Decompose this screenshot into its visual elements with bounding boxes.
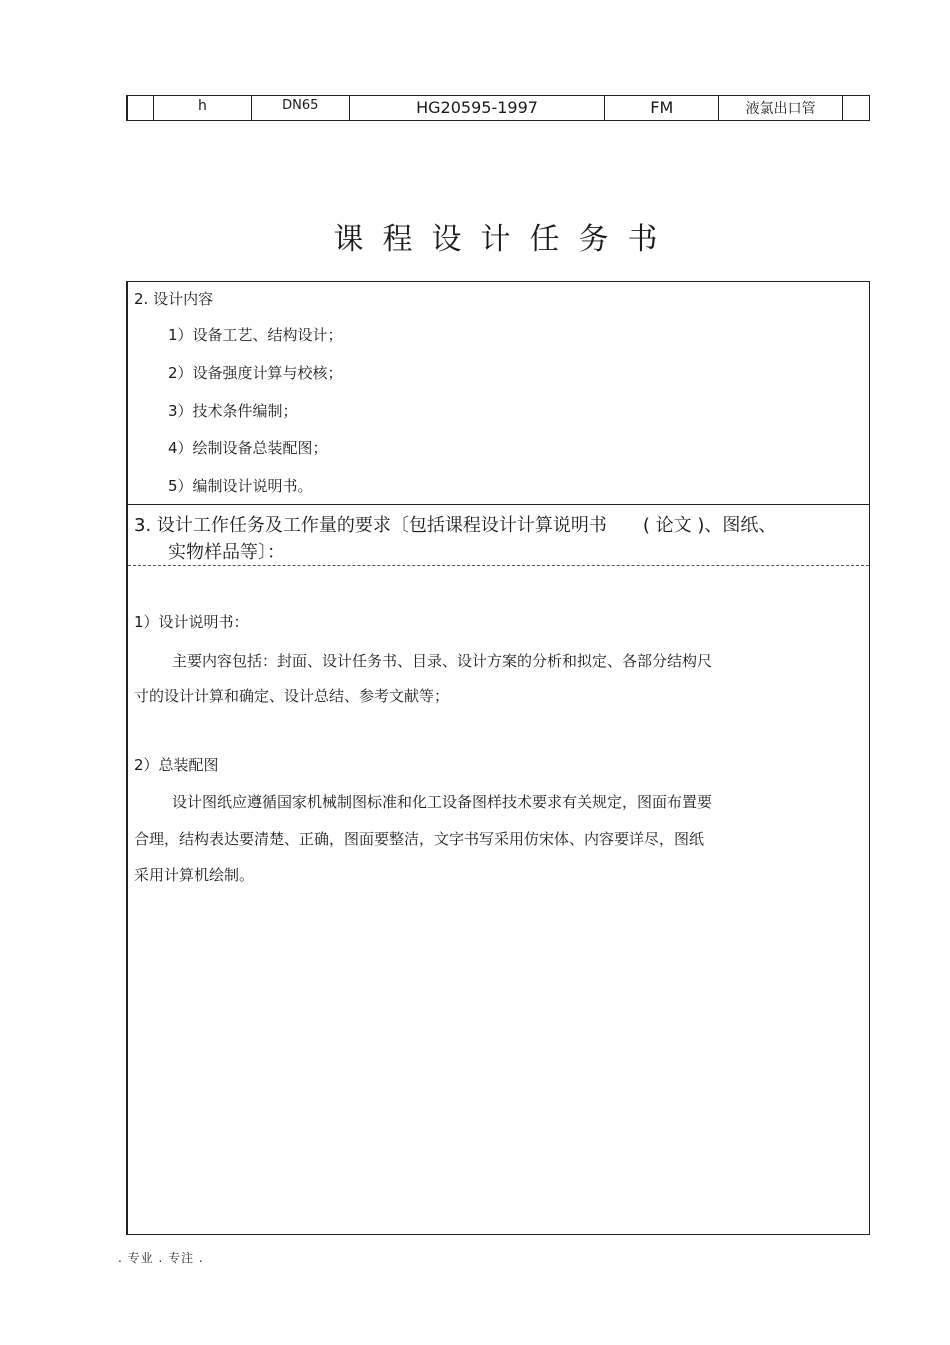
section2-item: 5）编制设计说明书。	[168, 477, 313, 495]
table-cell-empty-left	[128, 96, 154, 120]
assembly-drawing-text-line: 设计图纸应遵循国家机械制图标准和化工设备图样技术要求有关规定，图面布置要	[172, 793, 713, 811]
section2-item: 3）技术条件编制；	[168, 402, 298, 420]
task-content-box	[126, 281, 870, 1235]
table-cell-purpose: 液氯出口管	[719, 96, 843, 120]
design-spec-heading: 1）设计说明书：	[134, 613, 249, 631]
section-divider	[128, 504, 869, 505]
design-spec-text-line: 主要内容包括：封面、设计任务书、目录、设计方案的分析和拟定、各部分结构尺	[172, 652, 713, 670]
section3-heading: 3. 设计工作任务及工作量的要求〔包括课程设计计算说明书 ( 论文 )、图纸、	[134, 515, 777, 536]
table-cell-empty-right	[843, 96, 869, 120]
page-title: 课程设计任务书	[333, 222, 677, 257]
assembly-drawing-text-line: 合理，结构表达要清楚、正确，图面要整洁，文字书写采用仿宋体、内容要详尽，图纸	[134, 830, 705, 848]
assembly-drawing-text-line: 采用计算机绘制。	[134, 866, 255, 884]
dashed-divider	[128, 565, 869, 566]
section2-heading: 2. 设计内容	[134, 290, 214, 308]
section2-item: 4）绘制设备总装配图；	[168, 439, 328, 457]
top-table-row	[126, 95, 870, 121]
page-footer: . 专业 . 专注 .	[118, 1251, 204, 1265]
table-cell-type: FM	[605, 96, 719, 120]
section2-item: 2）设备强度计算与校核；	[168, 364, 343, 382]
table-cell-standard: HG20595-1997	[350, 96, 606, 120]
table-cell-dn: DN65	[252, 96, 350, 120]
table-cell-code: h	[154, 96, 252, 120]
design-spec-text-line: 寸的设计计算和确定、设计总结、参考文献等；	[134, 687, 450, 705]
section2-item: 1）设备工艺、结构设计；	[168, 326, 343, 344]
section3-heading-continued: 实物样品等〕：	[168, 542, 285, 563]
assembly-drawing-heading: 2）总装配图	[134, 756, 219, 774]
